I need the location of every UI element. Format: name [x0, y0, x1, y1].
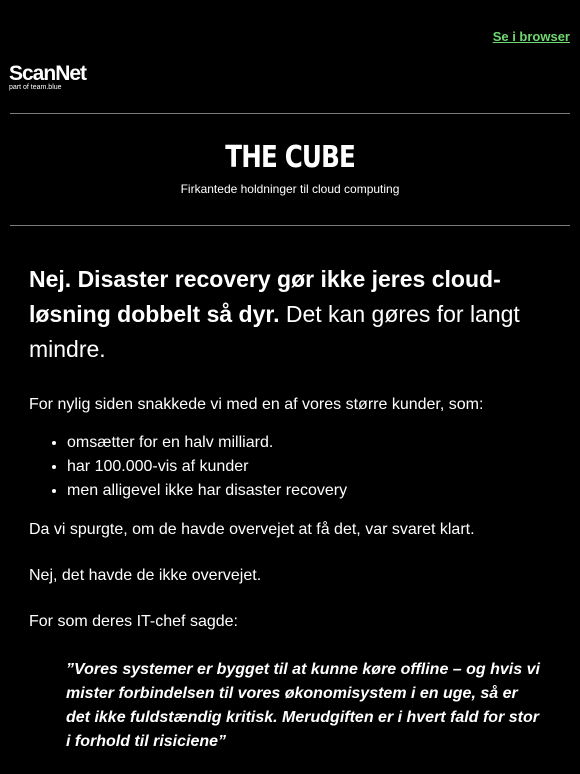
- intro-paragraph: For nylig siden snakkede vi med en af vores større kunder, som:: [29, 396, 484, 413]
- newsletter-brand: [0, 140, 580, 196]
- header-divider: [10, 113, 570, 114]
- scannet-logo[interactable]: [9, 63, 99, 99]
- list-item: • men alligevel ikke har disaster recovery: [67, 479, 544, 503]
- article-headline: [29, 262, 544, 367]
- newsletter-subtitle: Firkantede holdninger til cloud computing: [180, 182, 400, 196]
- list-item: • omsætter for en halv milliard.: [67, 431, 544, 455]
- headline-rest: Det kan gøres for langt mindre.: [29, 301, 520, 362]
- logo-tagline: part of team.blue: [9, 84, 62, 91]
- list-item: • har 100.000-vis af kunder: [67, 455, 544, 479]
- asked-paragraph: Da vi spurgte, om de havde overvejet at få det, var svaret klart.: [29, 521, 475, 538]
- view-in-browser-link[interactable]: Se i browser: [492, 29, 570, 44]
- headline-bold: Nej. Disaster recovery gør ikke jeres cloud-løsning dobbelt så dyr.: [29, 266, 501, 327]
- customer-facts-list: [29, 431, 544, 503]
- answer-paragraph: Nej, det havde de ikke overvejet.: [29, 567, 262, 584]
- top-bar: [0, 0, 580, 58]
- newsletter-title: THE CUBE: [225, 140, 355, 175]
- it-chief-paragraph: For som deres IT-chef sagde:: [29, 613, 238, 630]
- logo-wordmark: ScanNet: [9, 62, 87, 85]
- brand-divider: [10, 225, 570, 226]
- article-body: [29, 262, 544, 754]
- it-chief-quote: ”Vores systemer er bygget til at kunne køre offline – og hvis vi mister forbindelsen til vores økonomisystem i en uge, så er det ikke fuldstændig kritisk. Merudgiften er i hvert fald for stor i forhold til risiciene”: [66, 661, 540, 750]
